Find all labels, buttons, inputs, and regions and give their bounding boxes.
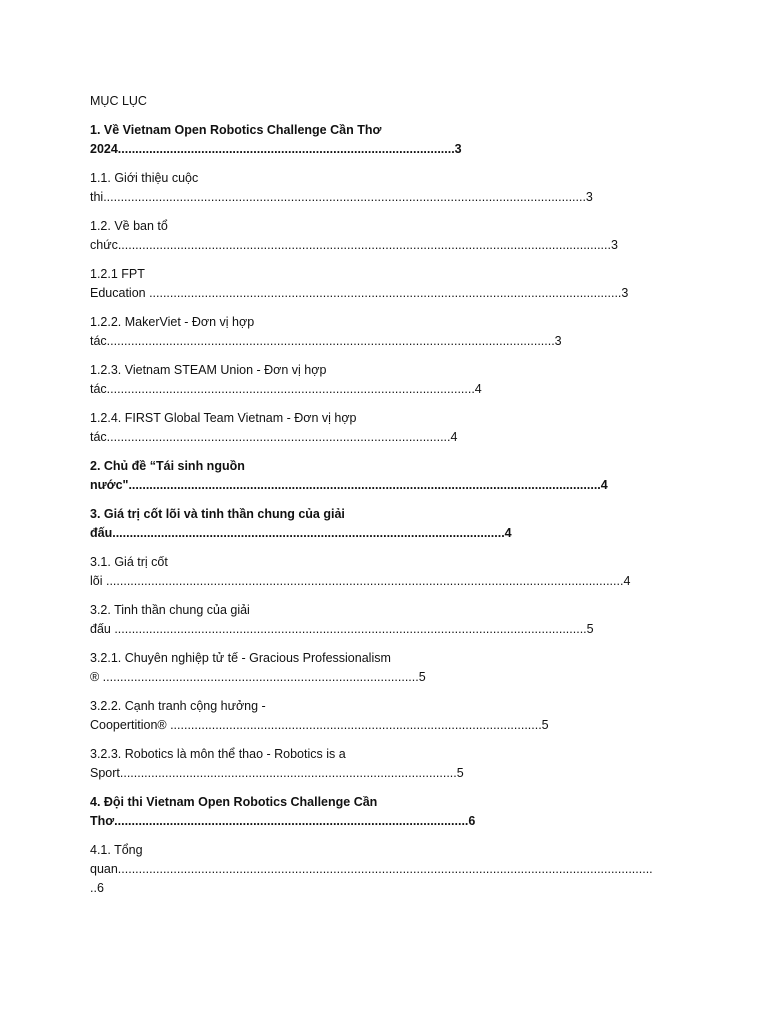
toc-entry-line-1: 1.2.1 FPT bbox=[90, 267, 145, 281]
toc-entry[interactable] bbox=[90, 649, 690, 687]
toc-entry[interactable] bbox=[90, 313, 690, 351]
toc-entry-line-1: 4.1. Tổng bbox=[90, 843, 143, 857]
toc-entry[interactable] bbox=[90, 169, 690, 207]
toc-entry-line-1: 3.2.2. Cạnh tranh cộng hưởng - bbox=[90, 699, 266, 713]
toc-entry[interactable] bbox=[90, 265, 690, 303]
toc-entry-line-2: Coopertition® ...........................................................................................................5 bbox=[90, 718, 549, 732]
document-page bbox=[90, 92, 690, 908]
toc-entry[interactable] bbox=[90, 121, 690, 159]
toc-entry-line-1: 3. Giá trị cốt lõi và tinh thần chung của giải bbox=[90, 507, 345, 521]
toc-entry-line-2: tác...................................................................................................4 bbox=[90, 430, 458, 444]
toc-entry-line-2: quan.......................................................................................................................................................... bbox=[90, 862, 653, 876]
toc-entry-line-1: 3.1. Giá trị cốt bbox=[90, 555, 168, 569]
toc-entry-line-1: 1.2.3. Vietnam STEAM Union - Đơn vị hợp bbox=[90, 363, 327, 377]
toc-entry-line-2: tác..........................................................................................................4 bbox=[90, 382, 482, 396]
toc-entry-line-2: ® ...........................................................................................5 bbox=[90, 670, 426, 684]
toc-entry-line-1: 1.2. Về ban tổ bbox=[90, 219, 168, 233]
toc-entry-line-1: 1.1. Giới thiệu cuộc bbox=[90, 171, 199, 185]
toc-entry[interactable] bbox=[90, 553, 690, 591]
toc-entry-line-1: 1. Về Vietnam Open Robotics Challenge Cần Thơ bbox=[90, 123, 382, 137]
toc-entry-line-2: thi...........................................................................................................................................3 bbox=[90, 190, 593, 204]
toc-entry-line-2: 2024.................................................................................................3 bbox=[90, 142, 462, 156]
toc-entry[interactable] bbox=[90, 745, 690, 783]
toc-entry[interactable] bbox=[90, 601, 690, 639]
toc-entry-line-2: nước"........................................................................................................................................4 bbox=[90, 478, 608, 492]
toc-entry[interactable] bbox=[90, 841, 690, 898]
toc-entry-line-1: 1.2.2. MakerViet - Đơn vị hợp bbox=[90, 315, 255, 329]
toc-entry-line-1: 3.2.3. Robotics là môn thể thao - Robotics is a bbox=[90, 747, 346, 761]
toc-entry-line-1: 3.2.1. Chuyên nghiệp tử tế - Gracious Professionalism bbox=[90, 651, 391, 665]
toc-entry-line-3: ..6 bbox=[90, 881, 104, 895]
toc-entry[interactable] bbox=[90, 409, 690, 447]
toc-entry[interactable] bbox=[90, 361, 690, 399]
toc-entry[interactable] bbox=[90, 217, 690, 255]
toc-entry[interactable] bbox=[90, 505, 690, 543]
toc-entry-line-2: đấu.................................................................................................................4 bbox=[90, 526, 512, 540]
toc-entry-line-2: Sport.................................................................................................5 bbox=[90, 766, 464, 780]
toc-entry-line-1: 3.2. Tinh thần chung của giải bbox=[90, 603, 250, 617]
toc-entry-line-2: Education ........................................................................................................................................3 bbox=[90, 286, 629, 300]
toc-entry[interactable] bbox=[90, 697, 690, 735]
toc-entry-line-2: đấu ........................................................................................................................................5 bbox=[90, 622, 594, 636]
toc-title: MỤC LỤC bbox=[90, 94, 147, 108]
toc-entry-line-2: chức..............................................................................................................................................3 bbox=[90, 238, 618, 252]
toc-entry-line-1: 2. Chủ đề “Tái sinh nguồn bbox=[90, 459, 245, 473]
toc-entry-line-2: tác.................................................................................................................................3 bbox=[90, 334, 562, 348]
toc-entry-line-1: 4. Đội thi Vietnam Open Robotics Challenge Cần bbox=[90, 795, 378, 809]
toc-entry[interactable] bbox=[90, 457, 690, 495]
toc-entry-line-2: lõi .....................................................................................................................................................4 bbox=[90, 574, 631, 588]
toc-list bbox=[90, 121, 690, 898]
toc-entry-line-1: 1.2.4. FIRST Global Team Vietnam - Đơn vị hợp bbox=[90, 411, 357, 425]
toc-entry[interactable] bbox=[90, 793, 690, 831]
toc-entry-line-2: Thơ......................................................................................................6 bbox=[90, 814, 476, 828]
